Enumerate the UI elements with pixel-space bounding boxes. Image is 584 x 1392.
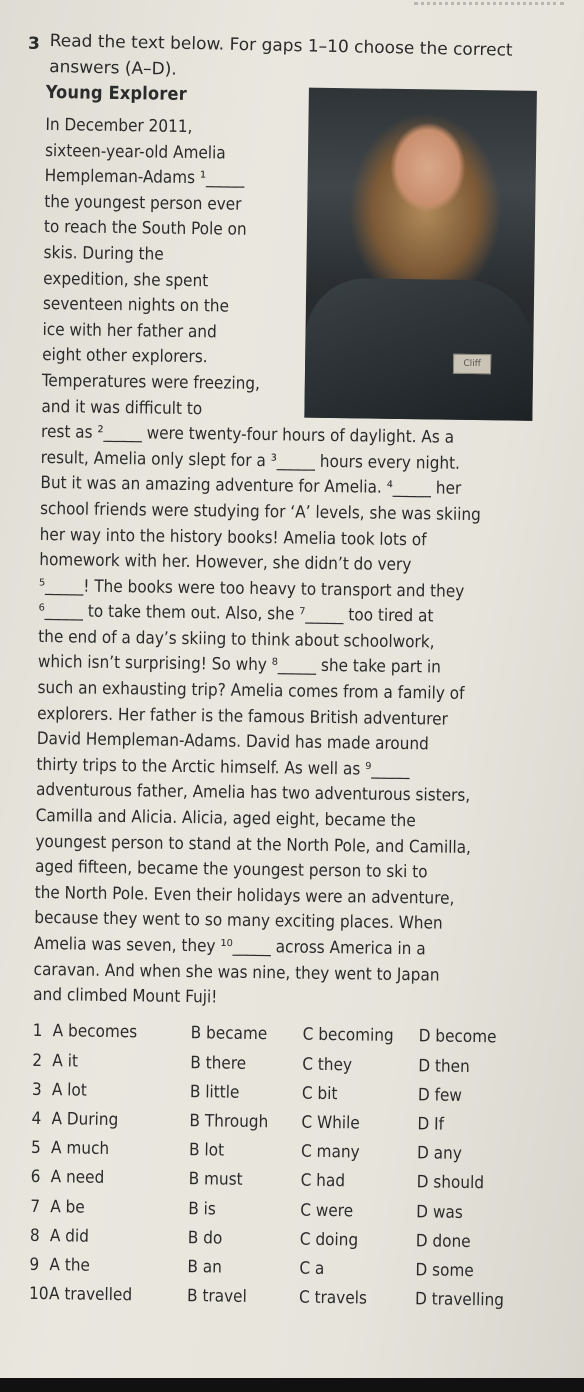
article-line: sixteen-year-old Amelia	[44, 140, 226, 164]
article-line: skis. During the	[43, 242, 164, 265]
option-b[interactable]: B is	[188, 1198, 216, 1219]
article-line: because they went to so many exciting places. When	[34, 908, 443, 935]
article-line: thirty trips to the Arctic himself. As well as ⁹_____	[36, 754, 410, 780]
article-line: explorers. Her father is the famous British adventurer	[37, 703, 448, 730]
option-number: 9	[29, 1254, 40, 1275]
article-line: and climbed Mount Fuji!	[33, 985, 218, 1008]
option-d[interactable]: D travelling	[414, 1289, 505, 1311]
option-number: 5	[30, 1138, 41, 1159]
option-d[interactable]: D few	[417, 1085, 462, 1106]
exercise-instruction: Read the text below. For gaps 1–10 choose the correct answers (A–D).	[48, 30, 513, 80]
option-a[interactable]: A lot	[51, 1079, 87, 1101]
option-c[interactable]: C becoming	[302, 1025, 394, 1047]
option-a[interactable]: A becomes	[52, 1021, 138, 1043]
option-d[interactable]: D become	[418, 1026, 497, 1048]
option-c[interactable]: C were	[300, 1200, 354, 1221]
option-a[interactable]: A During	[51, 1109, 119, 1131]
article-line: the North Pole. Even their holidays were an adventure,	[34, 882, 455, 909]
option-a[interactable]: A need	[50, 1167, 105, 1189]
option-d[interactable]: D some	[415, 1260, 474, 1281]
option-a[interactable]: A the	[49, 1255, 91, 1276]
option-row	[29, 1279, 529, 1315]
option-c[interactable]: C they	[302, 1054, 353, 1075]
article-line: ice with her father and	[42, 319, 217, 343]
option-number: 3	[31, 1079, 42, 1100]
option-number: 10	[28, 1283, 49, 1305]
article-line: Camilla and Alicia. Alicia, aged eight, became the	[35, 805, 416, 832]
option-b[interactable]: B must	[188, 1169, 243, 1191]
article	[29, 82, 546, 1316]
article-line: school friends were studying for ‘A’ levels, she was skiing	[39, 498, 481, 526]
article-line: Hempleman-Adams ¹_____	[44, 166, 245, 189]
option-a[interactable]: A travelled	[48, 1284, 133, 1306]
option-b[interactable]: B became	[190, 1023, 268, 1045]
option-b[interactable]: B do	[187, 1227, 223, 1249]
photo-jacket	[304, 278, 534, 421]
option-d[interactable]: D any	[416, 1143, 462, 1165]
article-line: youngest person to stand at the North Pole, and Camilla,	[35, 831, 472, 858]
option-a[interactable]: A be	[50, 1196, 85, 1218]
option-d[interactable]: D then	[418, 1055, 470, 1077]
photo-badge: Cliff	[453, 354, 491, 375]
option-c[interactable]: C doing	[299, 1229, 359, 1251]
option-number: 8	[29, 1225, 40, 1246]
article-line: her way into the history books! Amelia took lots of	[39, 524, 427, 550]
article-line: which isn’t surprising! So why ⁸_____ she take part in	[37, 652, 442, 679]
article-line: the youngest person ever	[44, 191, 242, 215]
article-line: aged fifteen, became the youngest person to ski to	[34, 857, 428, 883]
option-d[interactable]: D was	[416, 1201, 463, 1223]
option-b[interactable]: B lot	[188, 1140, 225, 1161]
bottom-shadow	[0, 1378, 584, 1392]
option-number: 2	[32, 1050, 43, 1071]
article-line: homework with her. However, she didn’t do very	[39, 550, 412, 576]
article-line: In December 2011,	[45, 114, 193, 138]
option-b[interactable]: B there	[190, 1052, 247, 1074]
article-line: ⁶_____ to take them out. Also, she ⁷_____ too tired at	[38, 601, 434, 627]
article-title: Young Explorer	[45, 82, 188, 105]
option-c[interactable]: C many	[300, 1141, 360, 1163]
option-c[interactable]: C While	[301, 1112, 360, 1134]
option-b[interactable]: B little	[189, 1081, 240, 1103]
option-a[interactable]: A much	[50, 1138, 110, 1160]
article-text-beside-photo	[41, 113, 277, 423]
article-line: eight other explorers.	[42, 345, 208, 368]
article-line: expedition, she spent	[43, 268, 209, 291]
option-number: 4	[31, 1108, 42, 1129]
option-c[interactable]: C a	[299, 1258, 325, 1279]
option-number: 7	[30, 1196, 41, 1217]
article-line: result, Amelia only slept for a ³_____ hours every night.	[40, 447, 461, 474]
option-number: 1	[32, 1021, 43, 1042]
option-d[interactable]: D If	[417, 1114, 445, 1135]
article-line: But it was an amazing adventure for Amelia. ⁴_____ her	[40, 473, 462, 500]
option-b[interactable]: B travel	[186, 1286, 247, 1307]
article-line: Amelia was seven, they ¹⁰_____ across America in a	[33, 933, 426, 960]
article-text-full-width	[33, 420, 531, 1015]
option-a[interactable]: A it	[52, 1050, 79, 1072]
article-line: ⁵_____! The books were too heavy to transport and they	[38, 575, 465, 602]
article-line: rest as ²_____ were twenty-four hours of daylight. As a	[40, 422, 455, 448]
option-d[interactable]: D done	[415, 1230, 471, 1252]
option-c[interactable]: C bit	[301, 1083, 338, 1104]
exercise-number: 3	[28, 34, 40, 54]
article-line: and it was difficult to	[41, 396, 203, 419]
article-line: the end of a day’s skiing to think about schoolwork,	[38, 626, 435, 653]
option-a[interactable]: A did	[49, 1225, 90, 1247]
article-line: caravan. And when she was nine, they went to Japan	[33, 959, 440, 986]
option-b[interactable]: B Through	[189, 1111, 269, 1133]
option-number: 6	[30, 1167, 41, 1188]
article-line: David Hempleman-Adams. David has made around	[36, 729, 429, 755]
decorative-dots	[414, 2, 564, 17]
article-line: Temperatures were freezing,	[41, 370, 261, 394]
article-line: such an exhausting trip? Amelia comes from a family of	[37, 678, 465, 704]
option-d[interactable]: D should	[416, 1172, 485, 1194]
answer-options	[29, 1017, 533, 1316]
option-c[interactable]: C travels	[298, 1287, 368, 1309]
explorer-photo	[304, 88, 537, 421]
option-b[interactable]: B an	[187, 1256, 223, 1278]
article-line: seventeen nights on the	[42, 294, 230, 317]
article-line: adventurous father, Amelia has two adventurous sisters,	[35, 780, 471, 807]
option-c[interactable]: C had	[300, 1170, 346, 1192]
article-line: to reach the South Pole on	[43, 217, 247, 241]
